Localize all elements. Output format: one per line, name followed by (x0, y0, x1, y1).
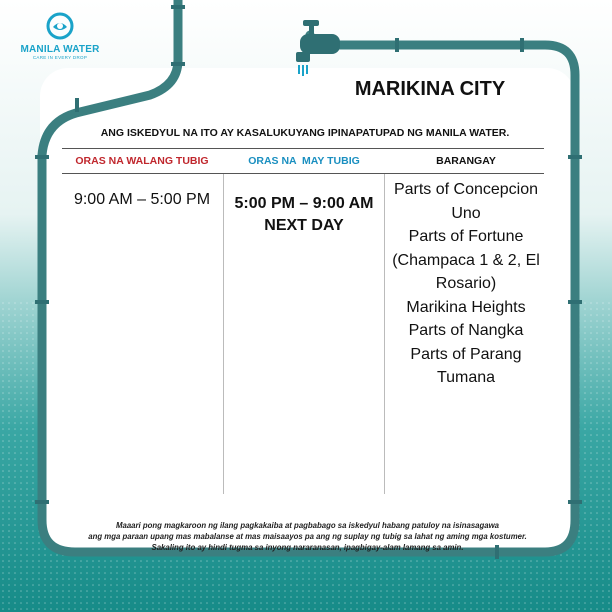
barangay-line: Parts of Fortune (408, 228, 524, 245)
barangay-line: Marikina Heights (406, 298, 526, 316)
with-water-time-line2: NEXT DAY (264, 217, 344, 234)
barangay-line: Rosario) (435, 275, 497, 292)
footer-disclaimer (60, 520, 555, 553)
barangay-line: Tumana (436, 369, 496, 386)
column-divider-2 (384, 174, 385, 494)
barangay-line: Parts of Nangka (408, 322, 524, 339)
header-bottom-divider (62, 173, 544, 174)
barangay-line: Parts of Concepcion (393, 181, 539, 198)
column-header-with-water: ORAS NA MAY TUBIG (248, 155, 360, 167)
barangay-list (386, 178, 546, 390)
column-header-no-water: ORAS NA WALANG TUBIG (75, 155, 209, 167)
brand-name: MANILA WATER (20, 44, 100, 55)
with-water-time-line1: 5:00 PM – 9:00 AM (234, 195, 374, 212)
header-top-divider (62, 148, 544, 149)
footer-line: Sakaling ito ay hindi tugma sa inyong nararanasan, ipagbigay-alam lamang sa amin. (151, 543, 464, 552)
with-water-time (225, 193, 383, 237)
barangay-line: Uno (451, 204, 481, 222)
brand-tagline: CARE IN EVERY DROP (32, 55, 88, 60)
column-header-barangay: BARANGAY (436, 155, 496, 167)
footer-line: Maaari pong magkaroon ng ilang pagkakaiba at pagbabago sa iskedyul habang patuloy na isinasagawa (115, 521, 499, 530)
schedule-notice: ANG ISKEDYUL NA ITO AY KASALUKUYANG IPINAPATUPAD NG MANILA WATER. (100, 127, 510, 139)
column-divider-1 (223, 174, 224, 494)
manila-water-logo (10, 10, 110, 65)
page-title: MARIKINA CITY (354, 78, 506, 100)
no-water-time: 9:00 AM – 5:00 PM (73, 191, 211, 208)
water-drop-logo-icon (44, 10, 76, 42)
barangay-line: Parts of Parang (410, 345, 522, 363)
barangay-line: (Champaca 1 & 2, El (392, 251, 540, 269)
footer-line: ang mga paraan upang mas mabalanse at mas maisaayos pa ang ng suplay ng tubig sa lahat ng aming mga kostumer. (88, 532, 527, 541)
